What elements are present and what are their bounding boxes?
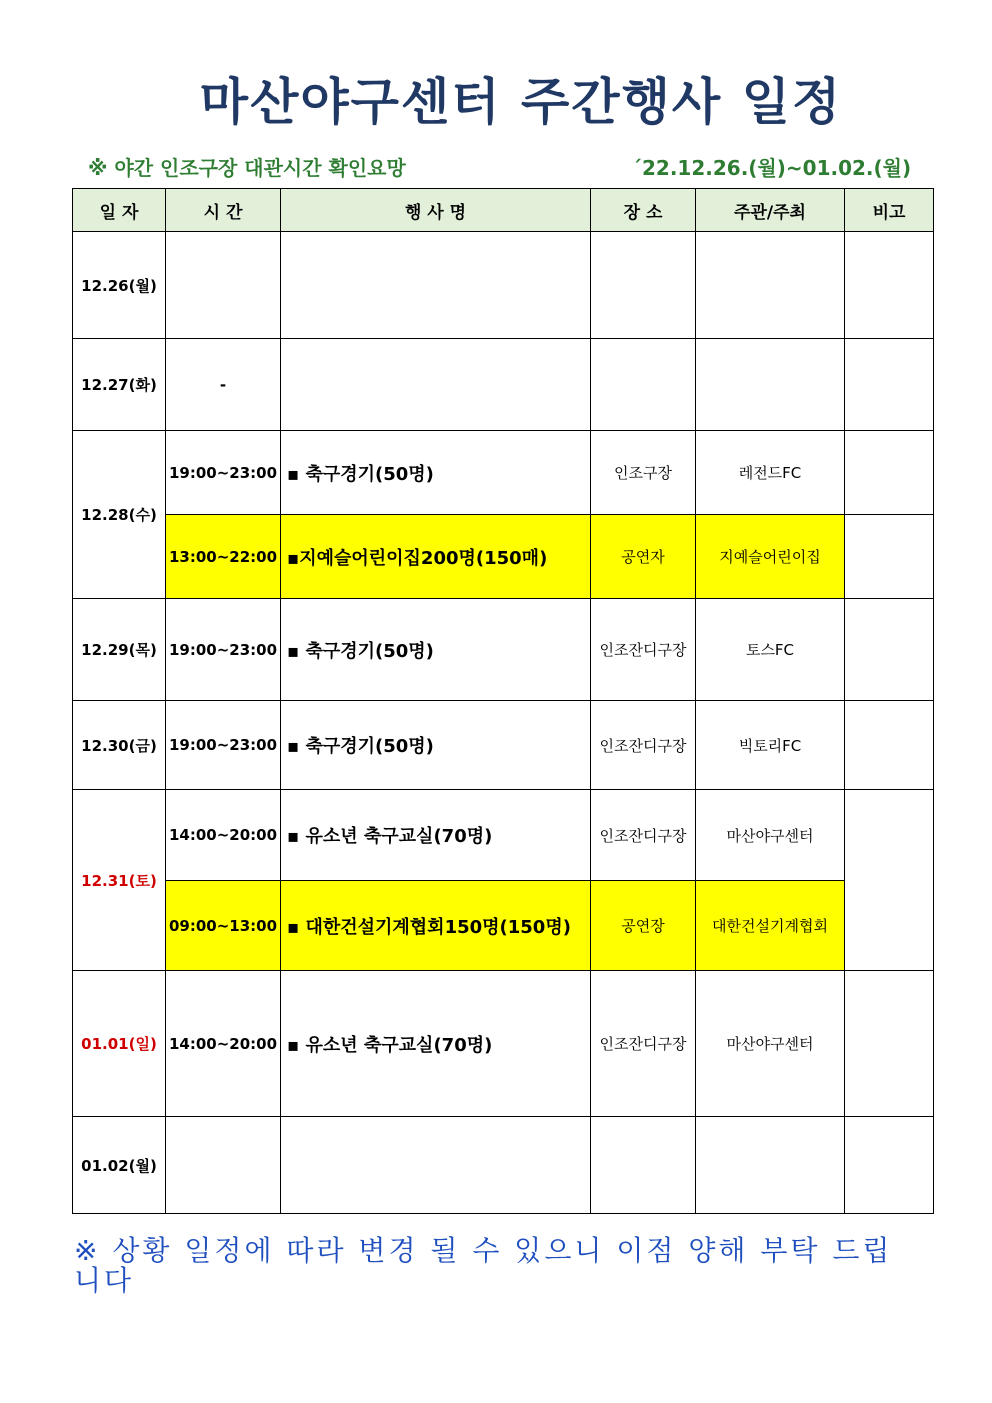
row-time: 14:00~20:00 xyxy=(166,971,281,1117)
row-time xyxy=(166,1117,281,1214)
row-org: 토스FC xyxy=(696,599,845,701)
row-event xyxy=(281,339,591,431)
table-row xyxy=(73,339,934,431)
row-note xyxy=(845,232,934,339)
row-place: 공연자 xyxy=(591,515,696,599)
row-time: 19:00~23:00 xyxy=(166,701,281,790)
row-date: 12.29(목) xyxy=(73,599,166,701)
row-time: 14:00~20:00 xyxy=(166,790,281,881)
table-row xyxy=(73,431,934,515)
row-note xyxy=(845,790,934,971)
row-org: 대한건설기계협회 xyxy=(696,881,845,971)
row-date: 12.31(토) xyxy=(73,790,166,971)
table-row xyxy=(73,599,934,701)
row-place: 인조구장 xyxy=(591,431,696,515)
header-place: 장 소 xyxy=(591,189,696,232)
row-note xyxy=(845,515,934,599)
row-place: 인조잔디구장 xyxy=(591,971,696,1117)
row-date: 12.26(월) xyxy=(73,232,166,339)
row-place xyxy=(591,339,696,431)
table-row xyxy=(73,232,934,339)
row-time: 19:00~23:00 xyxy=(166,599,281,701)
row-date: 01.02(월) xyxy=(73,1117,166,1214)
row-note xyxy=(845,339,934,431)
table-header-row xyxy=(73,189,934,232)
table-row xyxy=(73,790,934,881)
header-time: 시 간 xyxy=(166,189,281,232)
row-time: - xyxy=(166,339,281,431)
row-event: ▪ 축구경기(50명) xyxy=(281,431,591,515)
row-note xyxy=(845,971,934,1117)
row-place: 인조잔디구장 xyxy=(591,701,696,790)
row-org xyxy=(696,232,845,339)
footer-notice: ※ 상황 일정에 따라 변경 될 수 있으니 이점 양해 부탁 드립니다 xyxy=(74,1234,893,1297)
table-row xyxy=(73,881,934,971)
row-date: 12.30(금) xyxy=(73,701,166,790)
row-event: ▪ 유소년 축구교실(70명) xyxy=(281,790,591,881)
header-date: 일 자 xyxy=(73,189,166,232)
row-place: 공연장 xyxy=(591,881,696,971)
table-row xyxy=(73,701,934,790)
row-org: 마산야구센터 xyxy=(696,790,845,881)
row-event xyxy=(281,232,591,339)
schedule-table xyxy=(72,188,934,1214)
row-date: 12.28(수) xyxy=(73,431,166,599)
row-time: 19:00~23:00 xyxy=(166,431,281,515)
period-text: ´22.12.26.(월)~01.02.(월) xyxy=(632,156,912,180)
row-place xyxy=(591,1117,696,1214)
header-event: 행 사 명 xyxy=(281,189,591,232)
row-date: 12.27(화) xyxy=(73,339,166,431)
row-event: ▪ 대한건설기계협회150명(150명) xyxy=(281,881,591,971)
row-date: 01.01(일) xyxy=(73,971,166,1117)
row-org: 레전드FC xyxy=(696,431,845,515)
row-event: ▪ 축구경기(50명) xyxy=(281,599,591,701)
row-org: 마산야구센터 xyxy=(696,971,845,1117)
row-time xyxy=(166,232,281,339)
row-org: 빅토리FC xyxy=(696,701,845,790)
row-org xyxy=(696,339,845,431)
header-note: 비고 xyxy=(845,189,934,232)
table-row xyxy=(73,515,934,599)
header-org: 주관/주최 xyxy=(696,189,845,232)
row-note xyxy=(845,701,934,790)
row-org: 지예슬어린이집 xyxy=(696,515,845,599)
row-note xyxy=(845,431,934,515)
row-event: ▪ 유소년 축구교실(70명) xyxy=(281,971,591,1117)
row-place: 인조잔디구장 xyxy=(591,790,696,881)
row-time: 09:00~13:00 xyxy=(166,881,281,971)
page-title: 마산야구센터 주간행사 일정 xyxy=(199,73,843,131)
notice-text: ※ 야간 인조구장 대관시간 확인요망 xyxy=(88,156,406,180)
row-event: ▪ 축구경기(50명) xyxy=(281,701,591,790)
row-time: 13:00~22:00 xyxy=(166,515,281,599)
row-note xyxy=(845,1117,934,1214)
table-row xyxy=(73,971,934,1117)
row-org xyxy=(696,1117,845,1214)
row-event xyxy=(281,1117,591,1214)
row-note xyxy=(845,599,934,701)
row-event: ▪지예슬어린이집200명(150매) xyxy=(281,515,591,599)
row-place: 인조잔디구장 xyxy=(591,599,696,701)
row-place xyxy=(591,232,696,339)
table-row xyxy=(73,1117,934,1214)
